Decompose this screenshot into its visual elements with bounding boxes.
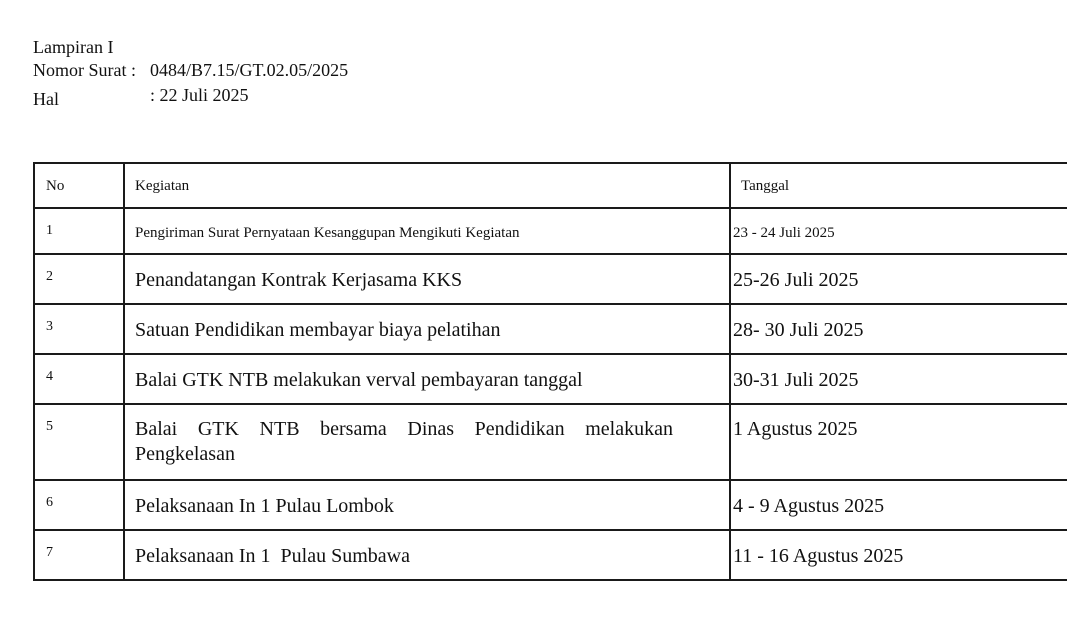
row-number: 6 xyxy=(46,495,53,510)
row-tanggal: 23 - 24 Juli 2025 xyxy=(733,225,835,241)
table-row xyxy=(34,254,1067,304)
header-no-text: No xyxy=(46,178,65,194)
cell-no xyxy=(34,480,124,530)
table-row xyxy=(34,404,1067,480)
header-kegiatan-text: Kegiatan xyxy=(135,178,190,194)
cell-tanggal xyxy=(730,304,1067,354)
row-tanggal: 30-31 Juli 2025 xyxy=(733,369,859,391)
cell-tanggal xyxy=(730,404,1067,480)
cell-no xyxy=(34,404,124,480)
row-kegiatan: Pelaksanaan In 1 Pulau Lombok xyxy=(135,495,394,517)
row-kegiatan: Satuan Pendidikan membayar biaya pelatihan xyxy=(135,319,501,341)
cell-kegiatan xyxy=(124,404,730,480)
row-kegiatan: Balai GTK NTB bersama Dinas Pendidikan melakukan Pengkelasan xyxy=(135,418,673,465)
row-tanggal: 1 Agustus 2025 xyxy=(733,418,858,440)
row-number: 4 xyxy=(46,369,53,384)
cell-kegiatan xyxy=(124,530,730,580)
table-header-row xyxy=(34,163,1067,208)
cell-kegiatan xyxy=(124,480,730,530)
row-number: 3 xyxy=(46,319,53,334)
cell-kegiatan xyxy=(124,304,730,354)
cell-kegiatan xyxy=(124,354,730,404)
hal-label: Hal xyxy=(33,89,59,109)
table-row xyxy=(34,304,1067,354)
row-tanggal: 4 - 9 Agustus 2025 xyxy=(733,495,885,517)
table-row xyxy=(34,530,1067,580)
header-tanggal-text: Tanggal xyxy=(741,178,790,194)
header-no xyxy=(34,163,124,208)
cell-tanggal xyxy=(730,208,1067,254)
cell-tanggal xyxy=(730,254,1067,304)
cell-tanggal xyxy=(730,530,1067,580)
row-number: 1 xyxy=(46,223,53,238)
row-number: 2 xyxy=(46,269,53,284)
table-row xyxy=(34,354,1067,404)
cell-no xyxy=(34,530,124,580)
cell-no xyxy=(34,304,124,354)
schedule-table xyxy=(33,162,1067,581)
row-kegiatan: Penandatangan Kontrak Kerjasama KKS xyxy=(135,269,463,291)
row-kegiatan: Balai GTK NTB melakukan verval pembayaran tanggal xyxy=(135,369,583,391)
header-kegiatan xyxy=(124,163,730,208)
cell-tanggal xyxy=(730,480,1067,530)
nomor-surat-label: Nomor Surat : xyxy=(33,60,136,80)
cell-no xyxy=(34,254,124,304)
cell-no xyxy=(34,354,124,404)
row-tanggal: 28- 30 Juli 2025 xyxy=(733,319,864,341)
row-tanggal: 11 - 16 Agustus 2025 xyxy=(733,545,904,567)
row-number: 7 xyxy=(46,545,53,560)
cell-tanggal xyxy=(730,354,1067,404)
hal-value: : 22 Juli 2025 xyxy=(150,85,249,105)
lampiran-label: Lampiran I xyxy=(33,37,114,57)
cell-kegiatan xyxy=(124,254,730,304)
cell-kegiatan xyxy=(124,208,730,254)
row-kegiatan: Pengiriman Surat Pernyataan Kesanggupan Mengikuti Kegiatan xyxy=(135,225,520,241)
table-row xyxy=(34,480,1067,530)
nomor-surat-value: 0484/B7.15/GT.02.05/2025 xyxy=(150,60,349,80)
row-kegiatan: Pelaksanaan In 1 Pulau Sumbawa xyxy=(135,545,410,567)
table-row xyxy=(34,208,1067,254)
cell-no xyxy=(34,208,124,254)
row-tanggal: 25-26 Juli 2025 xyxy=(733,269,859,291)
row-number: 5 xyxy=(46,419,53,434)
header-tanggal xyxy=(730,163,1067,208)
